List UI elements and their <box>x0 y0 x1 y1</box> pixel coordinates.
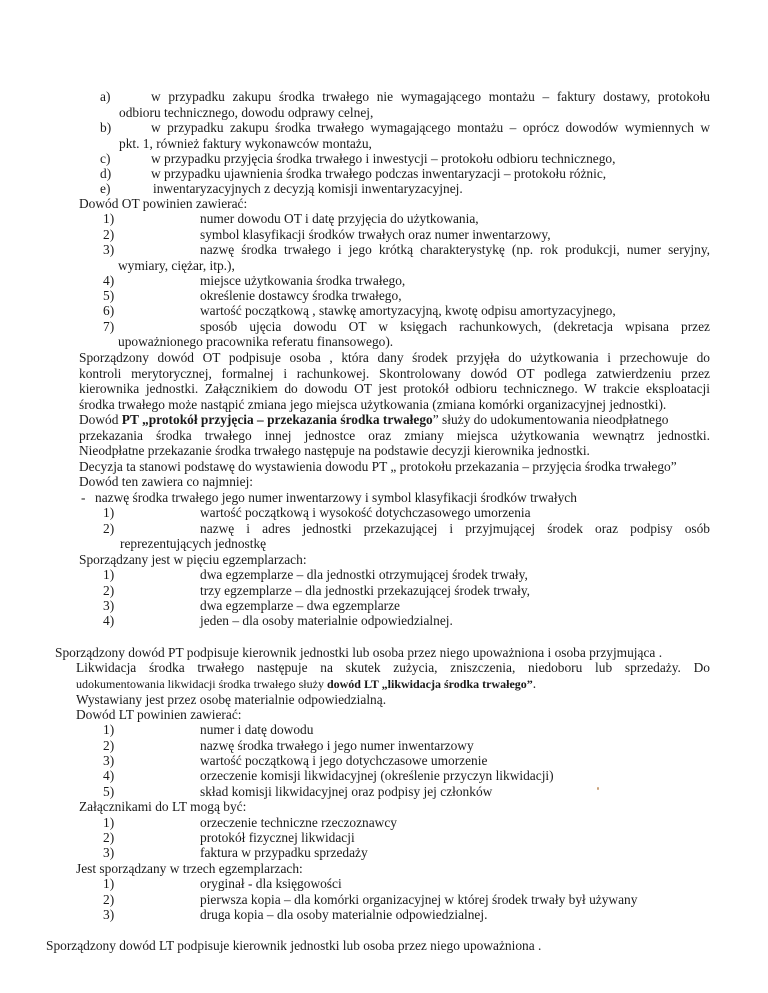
list-label: e) <box>100 181 111 196</box>
section-heading: Dowód LT powinien zawierać: <box>76 707 242 722</box>
list-item-text: faktura w przypadku sprzedaży <box>200 845 368 860</box>
paragraph-line: Sporządzony dowód OT podpisuje osoba , która dany środek przyjęła do użytkowania i przechowuje do <box>79 350 710 365</box>
paragraph-line: kontroli merytorycznej, formalnej i rachunkowej. Skontrolowany dowód OT podlega zatwierdzeniu przez <box>79 366 710 381</box>
list-label: 1) <box>103 876 115 891</box>
list-item-text: trzy egzemplarze – dla jednostki przekazującej środek trwały, <box>200 583 531 598</box>
paragraph-line: środka trwałego może nastąpić zmiana jego miejsca użytkowania (zmiana komórki organizacyjnej jednostki). <box>79 397 667 412</box>
list-label: 3) <box>103 598 115 613</box>
list-label: 2) <box>103 583 115 598</box>
list-item-text: orzeczenie komisji likwidacyjnej (określenie przyczyn likwidacji) <box>200 768 554 783</box>
list-label: 5) <box>103 784 115 799</box>
paragraph-line: Wystawiany jest przez osobę materialnie odpowiedzialną. <box>76 692 387 707</box>
list-label: c) <box>100 151 111 166</box>
paragraph-line: Decyzja ta stanowi podstawę do wystawienia dowodu PT „ protokołu przekazania – przyjęcia środka trwałego” <box>79 459 677 474</box>
paragraph-line: Nieodpłatne przekazanie środka trwałego następuje na podstawie decyzji kierownika jednostki. <box>79 443 590 458</box>
list-label: 4) <box>103 273 115 288</box>
list-item-text: w przypadku przyjęcia środka trwałego i inwestycji – protokołu odbioru technicznego, <box>151 151 616 166</box>
paragraph-line: Dowód ten zawiera co najmniej: <box>79 474 254 489</box>
paragraph-line: kierownika jednostki. Załącznikiem do dowodu OT jest protokół odbioru technicznego. W trakcie eksploatacji <box>79 381 710 396</box>
list-item-continuation: reprezentujących jednostkę <box>120 536 267 551</box>
lt-intro-prefix: udokumentowania likwidacji środka trwałego służy <box>76 677 327 691</box>
list-label: 5) <box>103 288 115 303</box>
list-label: 4) <box>103 768 115 783</box>
section-heading: Załącznikami do LT mogą być: <box>79 799 247 814</box>
list-item-text: pierwsza kopia – dla komórki organizacyjnej w której środek trwały był używany <box>200 892 638 907</box>
list-item-text: druga kopia – dla osoby materialnie odpowiedzialnej. <box>200 907 488 922</box>
list-label: 2) <box>103 892 115 907</box>
list-item-text: jeden – dla osoby materialnie odpowiedzialnej. <box>200 613 453 628</box>
list-label: b) <box>100 120 112 135</box>
section-heading: Jest sporządzany w trzech egzemplarzach: <box>76 861 303 876</box>
section-heading: Sporządzany jest w pięciu egzemplarzach: <box>79 552 307 567</box>
list-label: 7) <box>103 319 115 334</box>
list-item-text: nazwę środka trwałego i jego krótką charakterystykę (np. rok produkcji, numer seryjny, <box>200 242 710 257</box>
list-item-text: inwentaryzacyjnych z decyzją komisji inwentaryzacyjnej. <box>153 181 463 196</box>
list-label: 2) <box>103 738 115 753</box>
list-item-text: wartość początkową , stawkę amortyzacyjną, kwotę odpisu amortyzacyjnego, <box>200 303 616 318</box>
scan-speck <box>597 787 599 790</box>
pt-intro-line <box>79 412 710 428</box>
list-item-text: protokół fizycznej likwidacji <box>200 830 355 845</box>
list-label: 4) <box>103 613 115 628</box>
list-item-text: określenie dostawcy środka trwałego, <box>200 288 402 303</box>
list-item-continuation: upoważnionego pracownika referatu finansowego). <box>118 334 394 349</box>
list-item-text: w przypadku ujawnienia środka trwałego podczas inwentaryzacji – protokołu różnic, <box>151 166 607 181</box>
list-label: 1) <box>103 567 115 582</box>
list-label: d) <box>100 166 112 181</box>
pt-document-name: PT „protokół przyjęcia – przekazania środka trwałego <box>121 412 433 427</box>
list-label: a) <box>100 89 111 104</box>
list-label: 3) <box>103 907 115 922</box>
list-item-text: wartość początkową i jego dotychczasowe umorzenie <box>200 753 488 768</box>
list-label: 1) <box>103 722 115 737</box>
list-item-text: miejsce użytkowania środka trwałego, <box>200 273 406 288</box>
list-label: 2) <box>103 830 115 845</box>
pt-signature-line: Sporządzony dowód PT podpisuje kierownik jednostki lub osoba przez niego upoważniona i osoba przyjmująca . <box>55 645 663 660</box>
list-item-text: symbol klasyfikacji środków trwałych oraz numer inwentarzowy, <box>200 227 551 242</box>
list-label: 3) <box>103 753 115 768</box>
list-item-continuation: odbioru technicznego, dowodu odprawy celnej, <box>119 105 374 120</box>
list-label: 3) <box>103 845 115 860</box>
lt-document-name: dowód LT „likwidacja środka trwałego” <box>326 677 533 691</box>
list-item-text: dwa egzemplarze – dwa egzemplarze <box>200 598 400 613</box>
paragraph-line: Likwidacja środka trwałego następuje na skutek zużycia, zniszczenia, niedoboru lub sprzedaży. Do <box>76 660 710 675</box>
pt-intro-suffix: ” służy do udokumentowania nieodpłatnego <box>432 412 669 427</box>
lt-signature-line: Sporządzony dowód LT podpisuje kierownik jednostki lub osoba przez niego upoważniona . <box>46 938 542 953</box>
list-item-text: nazwę i adres jednostki przekazującej i przyjmującej środek oraz podpisy osób <box>200 521 710 536</box>
list-item-text: orzeczenie techniczne rzeczoznawcy <box>200 815 397 830</box>
list-item-text: numer i datę dowodu <box>200 722 314 737</box>
list-item-text: w przypadku zakupu środka trwałego nie wymagającego montażu – faktury dostawy, protokołu <box>151 89 710 104</box>
list-label: 1) <box>103 815 115 830</box>
list-item-text: oryginał - dla księgowości <box>200 876 342 891</box>
lt-intro-suffix: . <box>532 676 537 691</box>
list-label: 1) <box>103 211 115 226</box>
paragraph-line: przekazania środka trwałego innej jednostce oraz zmiany miejsca użytkowania wewnątrz jednostki. <box>79 428 710 443</box>
list-item-text: w przypadku zakupu środka trwałego wymagającego montażu – oprócz dowodów wymiennych w <box>151 120 710 135</box>
section-heading: Dowód OT powinien zawierać: <box>79 196 248 211</box>
list-label: 3) <box>103 242 115 257</box>
list-label: 2) <box>103 227 115 242</box>
list-item-text: wartość początkową i wysokość dotychczasowego umorzenia <box>200 505 531 520</box>
dash-item-text: nazwę środka trwałego jego numer inwentarzowy i symbol klasyfikacji środków trwałych <box>95 490 577 505</box>
list-label: 2) <box>103 521 115 536</box>
list-label: 1) <box>103 505 115 520</box>
pt-intro-prefix: Dowód <box>79 412 122 427</box>
list-label: 6) <box>103 303 115 318</box>
dash-bullet: - <box>81 490 86 505</box>
list-item-continuation: pkt. 1, również faktury wykonawców montażu, <box>119 136 372 151</box>
list-item-text: nazwę środka trwałego i jego numer inwentarzowy <box>200 738 474 753</box>
list-item-text: numer dowodu OT i datę przyjęcia do użytkowania, <box>200 211 479 226</box>
list-item-text: sposób ujęcia dowodu OT w księgach rachunkowych, (dekretacja wpisana przez <box>200 319 710 334</box>
lt-intro-line <box>76 676 536 692</box>
list-item-continuation: wymiary, ciężar, itp.), <box>118 258 235 273</box>
list-item-text: dwa egzemplarze – dla jednostki otrzymującej środek trwały, <box>200 567 528 582</box>
list-item-text: skład komisji likwidacyjnej oraz podpisy jej członków <box>200 784 493 799</box>
